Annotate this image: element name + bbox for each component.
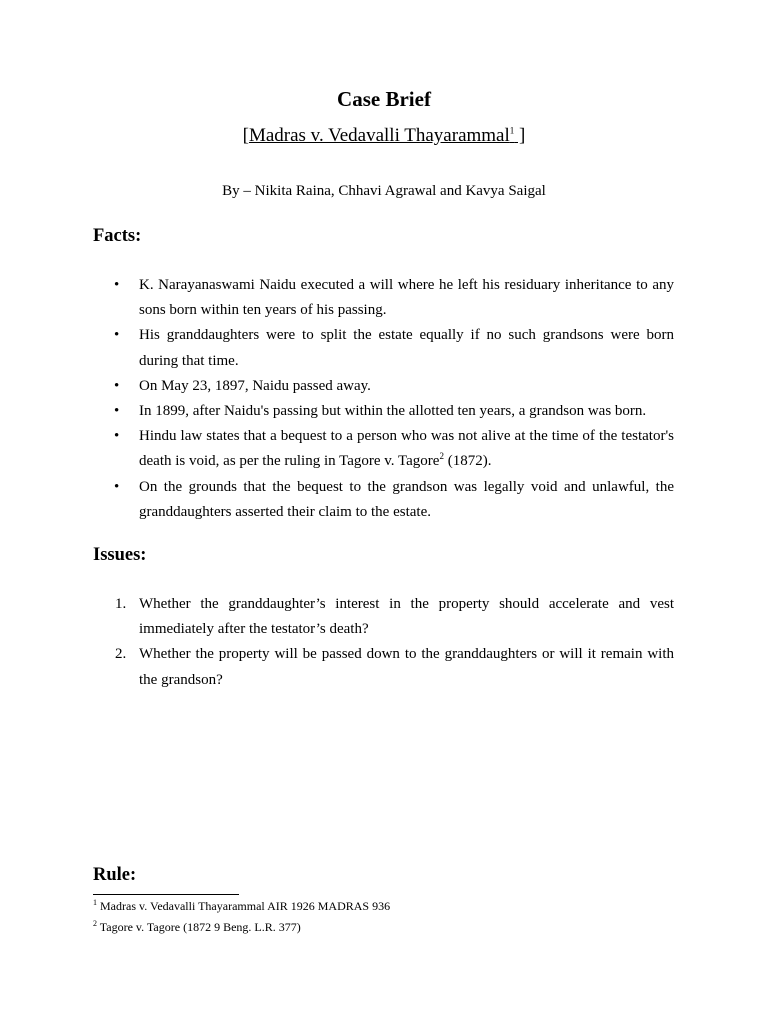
issues-list: [115, 592, 674, 693]
list-item: [115, 642, 674, 692]
issue-text: Whether the granddaughter’s interest in the property should accelerate and vest immediately after the testator’s death?: [139, 596, 674, 638]
case-name-text: Madras v. Vedavalli Thayarammal: [248, 125, 510, 146]
list-item: [114, 475, 674, 525]
list-item: [114, 424, 674, 474]
bullet-icon: •: [114, 377, 120, 394]
issue-text: Whether the property will be passed down to the granddaughters or will it remain with the grandson?: [139, 646, 674, 688]
bullet-icon: •: [114, 327, 120, 344]
issues-heading: Issues:: [93, 545, 147, 565]
bullet-icon: •: [114, 428, 120, 445]
issue-number: 1.: [115, 596, 127, 612]
bullet-icon: •: [114, 403, 120, 420]
case-open-bracket: [: [242, 125, 249, 146]
bullet-icon: •: [114, 277, 120, 293]
byline: By – Nikita Raina, Chhavi Agrawal and Kavya Saigal: [222, 183, 546, 199]
list-item: [115, 592, 674, 642]
list-item: [114, 273, 674, 323]
footnote-marker: 1: [93, 898, 97, 907]
case-name: [0, 125, 768, 147]
footnote-marker: 2: [93, 919, 97, 928]
fact-text: On May 23, 1897, Naidu passed away.: [139, 377, 371, 394]
fact-text: In 1899, after Naidu's passing but within the allotted ten years, a grandson was born.: [139, 403, 647, 420]
case-close-bracket: ]: [514, 125, 526, 146]
rule-heading: Rule:: [93, 865, 137, 885]
facts-heading: Facts:: [93, 226, 142, 246]
footnote-text: Tagore v. Tagore (1872 9 Beng. L.R. 377): [97, 920, 301, 934]
fact-text: K. Narayanaswami Naidu executed a will where he left his residuary inheritance to any sons born within ten years of his passing.: [139, 277, 674, 319]
fact-text-after: (1872).: [443, 453, 492, 470]
fact-text: Hindu law states that a bequest to a person who was not alive at the time of the testator's death is void, as per the ruling in Tagore v. Tagore: [139, 428, 674, 470]
footnote-ref-1: 1: [509, 125, 515, 136]
footnote-text: Madras v. Vedavalli Thayarammal AIR 1926 MADRAS 936: [97, 899, 391, 913]
issue-number: 2.: [115, 646, 127, 663]
document-title: Case Brief: [337, 87, 431, 111]
bullet-icon: •: [114, 478, 120, 495]
case-name-underlined: [243, 125, 526, 146]
footnote-1: [93, 899, 390, 914]
list-item: [114, 374, 674, 399]
fact-text: On the grounds that the bequest to the grandson was legally void and unlawful, the granddaughters asserted their claim to the estate.: [139, 478, 674, 520]
footnote-2: [93, 920, 301, 935]
fact-text: His granddaughters were to split the estate equally if no such grandsons were born during that time.: [139, 327, 674, 369]
list-item: [114, 399, 674, 424]
footnote-separator: [93, 894, 239, 895]
facts-list: [114, 273, 674, 525]
footnote-ref-2: 2: [439, 451, 444, 462]
list-item: [114, 323, 674, 373]
